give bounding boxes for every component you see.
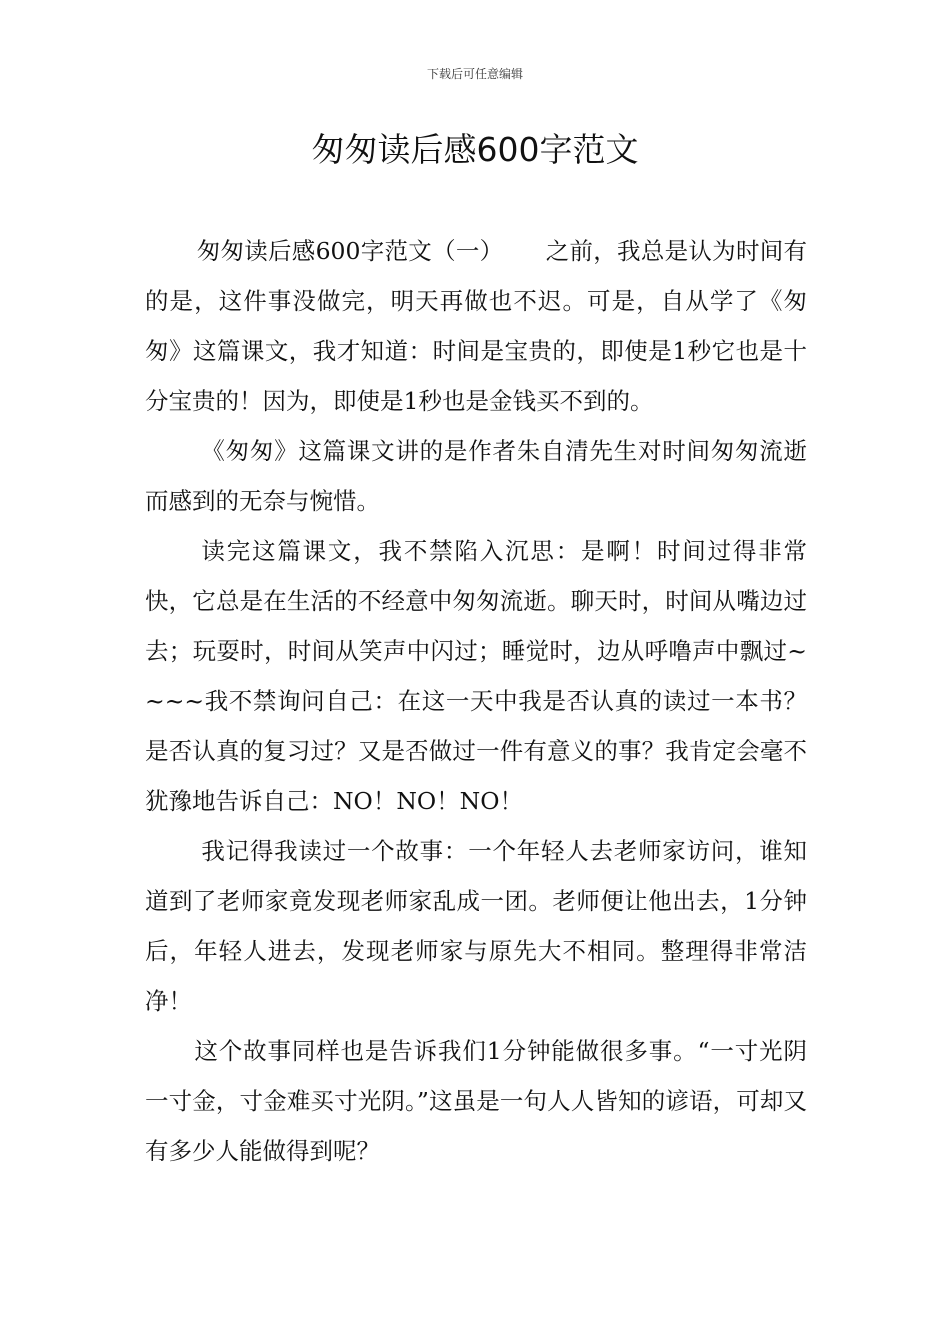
paragraph-1 <box>145 226 807 426</box>
paragraph-3: 读完这篇课文，我不禁陷入沉思：是啊！时间过得非常快，它总是在生活的不经意中匆匆流逝。聊天时，时间从嘴边过去；玩耍时，时间从笑声中闪过；睡觉时，边从呼噜声中飘过~~~~我不禁询问自己：在这一天中我是否认真的读过一本书？是否认真的复习过？又是否做过一件有意义的事？我肯定会毫不犹豫地告诉自己：NO！NO！NO！ <box>145 537 807 815</box>
paragraph-2: 《匆匆》这篇课文讲的是作者朱自清先生对时间匆匆流逝而感到的无奈与惋惜。 <box>145 437 807 515</box>
paragraph-4: 我记得我读过一个故事：一个年轻人去老师家访问，谁知道到了老师家竟发现老师家乱成一团。老师便让他出去，1分钟后，年轻人进去，发现老师家与原先大不相同。整理得非常洁净！ <box>145 837 807 1015</box>
paragraph-1-text: 之前，我总是认为时间有的是，这件事没做完，明天再做也不迟。可是，自从学了《匆匆》这篇课文，我才知道：时间是宝贵的，即使是1秒它也是十分宝贵的！因为，即使是1秒也是金钱买不到的。 <box>145 237 808 415</box>
paragraph-1-lead: 匆匆读后感600字范文（一） <box>196 237 504 265</box>
header-note: 下载后可任意编辑 <box>426 67 523 81</box>
document-body <box>145 226 807 1176</box>
paragraph-5: 这个故事同样也是告诉我们1分钟能做很多事。“一寸光阴一寸金，寸金难买寸光阴。”这虽是一句人人皆知的谚语，可却又有多少人能做得到呢？ <box>145 1037 807 1165</box>
document-title: 匆匆读后感600字范文 <box>311 130 639 169</box>
